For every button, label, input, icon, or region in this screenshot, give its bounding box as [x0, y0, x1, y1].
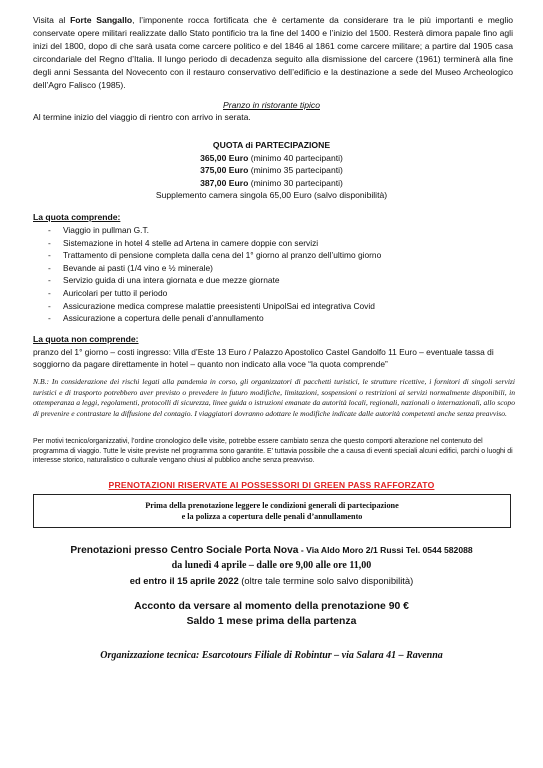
booking-deadline: [0, 573, 543, 589]
includes-item: - Assicurazione medica comprese malattie preesistenti UnipolSai ed integrativa Covid: [48, 300, 381, 313]
includes-item: - Assicurazione a copertura delle penali d’annullamento: [48, 312, 381, 325]
booking-location: [0, 543, 543, 558]
booking-hours: da lunedì 4 aprile – dalle ore 9,00 alle ore 11,00: [171, 560, 372, 571]
includes-list: [48, 224, 381, 325]
excludes-heading: La quota non comprende:: [33, 334, 139, 344]
conditions-notice-box: [33, 494, 511, 528]
includes-item: - Servizio guida di una intera giornata e due mezze giornate: [48, 274, 381, 287]
return-trip-text: Al termine inizio del viaggio di rientro con arrivo in serata.: [33, 112, 251, 122]
quota-price-row: [0, 152, 543, 165]
intro-text-start: Visita al: [33, 15, 71, 25]
quota-price-row: [0, 164, 543, 177]
quota-note: (minimo 40 partecipanti): [248, 152, 343, 163]
payment-section: [0, 599, 543, 629]
booking-place: Prenotazioni presso Centro Sociale Porta Nova: [70, 545, 299, 556]
green-pass-notice: PRENOTAZIONI RISERVATE AI POSSESSORI DI GREEN PASS RAFFORZATO: [108, 480, 435, 490]
nb-disclaimer: N.B.: In considerazione dei rischi legati alla pandemia in corso, gli organizzatori di pacchetti turistici, le strutture ricettive, i fornitori di singoli servizi turistici e di trasporto potrebbero aver previsto o prevedere in futuro modifiche, limitazioni, sospensioni o restrizioni ai servizi normalmente disponibili, in ottemperanza a leggi, regolamenti, protocolli di sicurezza, linee guida o istruzioni emanate da autorità locali, regionali, nazionali o internazionali, allo scopo di prevenire e contrastare la diffusione del contagio. I viaggiatori dovranno adottare le modifiche indicate dalle autorità competenti anche senza preavviso.: [33, 377, 515, 418]
payment-deposit: Acconto da versare al momento della prenotazione 90 €: [134, 601, 409, 612]
booking-deadline-note: (oltre tale termine solo salvo disponibilità): [238, 575, 414, 586]
quota-supplement: Supplemento camera singola 65,00 Euro (salvo disponibilità): [155, 190, 388, 201]
conditions-line: e la polizza a copertura delle penali d’annullamento: [181, 512, 363, 521]
includes-item: - Auricolari per tutto il periodo: [48, 287, 381, 300]
organization-footer: Organizzazione tecnica: Esarcotours Filiale di Robintur – via Salara 41 – Ravenna: [100, 650, 443, 661]
quota-price: 375,00 Euro: [200, 165, 249, 176]
lunch-note: Pranzo in ristorante tipico: [223, 100, 320, 110]
quota-note: (minimo 30 partecipanti): [248, 177, 343, 188]
includes-item: - Viaggio in pullman G.T.: [48, 224, 381, 237]
includes-item: - Trattamento di pensione completa dalla cena del 1° giorno al pranzo dell’ultimo giorno: [48, 249, 381, 262]
booking-address: - Via Aldo Moro 2/1 Russi Tel. 0544 582088: [298, 545, 473, 555]
conditions-notice-text: [34, 500, 510, 522]
intro-text-rest: , l’imponente rocca fortificata che è certamente da considerare tra le più importanti e meglio conservate opere militari realizzate dallo Stato pontificio tra la fine del 1400 e l’inizio del 1500. Resterà dimora papale fino agli inizi del 1800, dopo di che sarà usata come carcere politico e del 1846 al 1861 come carcere militare; a partire dal 1905 casa circondariale del Regno d’Italia. Il lungo periodo di decadenza seguito alla dismissione del carcere (1961) terminerà alla fine degli anni Sessanta del Novecento con il restauro conservativo dell’edificio e la destinazione a sede del Museo Archeologico dell’Agro Falisco (1985).: [33, 15, 514, 90]
quota-title: QUOTA di PARTECIPAZIONE: [212, 140, 331, 150]
excludes-text: pranzo del 1° giorno – costi ingresso: Villa d’Este 13 Euro / Palazzo Apostolico Castel Gandolfo 11 Euro – eventuale tassa di soggiorno da pagare direttamente in hotel – quanto non indicato alla voce “la quota comprende”: [33, 347, 494, 370]
quota-note: (minimo 35 partecipanti): [248, 165, 343, 176]
includes-item: - Sistemazione in hotel 4 stelle ad Artena in camere doppie con servizi: [48, 237, 381, 250]
intro-paragraph: [33, 14, 513, 92]
organizational-notice: Per motivi tecnico/organizzativi, l’ordine cronologico delle visite, potrebbe essere cambiato senza che questo comporti alterazione nel contenuto del programma di viaggio. Tutte le visite previste nel programma sono garantite. E’ tuttavia possibile che a causa di eventi speciali alcuni edifici, parchi o luoghi di interesse storico, naturalistico o culturale vengano chiusi al pubblico anche senza preavviso.: [33, 438, 513, 465]
includes-heading: La quota comprende:: [33, 212, 121, 222]
quota-section: [0, 139, 543, 202]
conditions-line: Prima della prenotazione leggere le condizioni generali di partecipazione: [145, 501, 399, 510]
payment-balance: Saldo 1 mese prima della partenza: [186, 616, 357, 627]
quota-price: 365,00 Euro: [200, 152, 249, 163]
booking-deadline-date: ed entro il 15 aprile 2022: [129, 575, 239, 586]
quota-price: 387,00 Euro: [200, 177, 249, 188]
intro-place-name: Forte Sangallo: [70, 15, 133, 25]
quota-price-row: [0, 177, 543, 190]
includes-item: - Bevande ai pasti (1/4 vino e ½ minerale): [48, 262, 381, 275]
booking-section: [0, 543, 543, 589]
